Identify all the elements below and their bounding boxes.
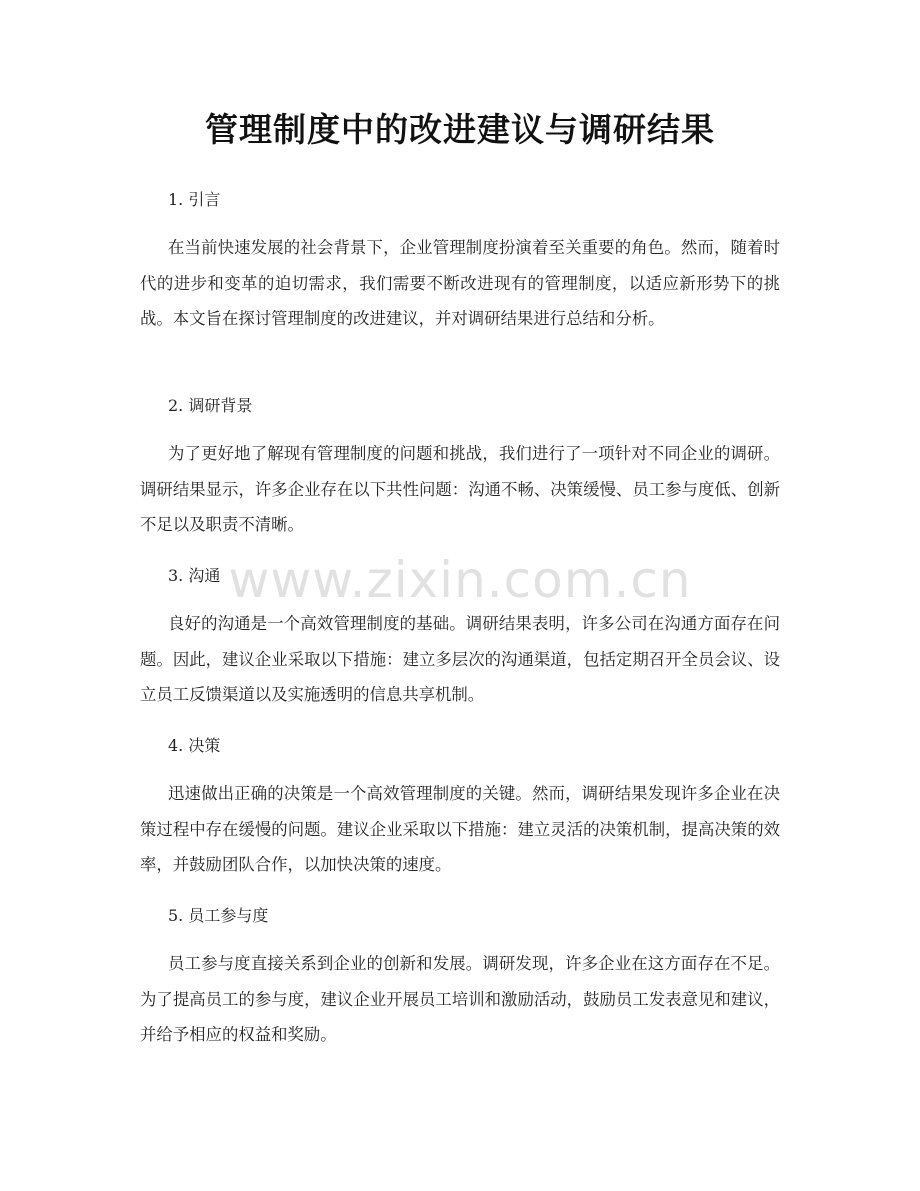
section-body-communication: 良好的沟通是一个高效管理制度的基础。调研结果表明，许多公司在沟通方面存在问题。因此，建议企业采取以下措施：建立多层次的沟通渠道，包括定期召开全员会议、设立员工反馈渠道以及实施透明的信息共享机制。 bbox=[140, 614, 780, 704]
document-title: 管理制度中的改进建议与调研结果 bbox=[205, 110, 715, 149]
section-body-engagement: 员工参与度直接关系到企业的创新和发展。调研发现，许多企业在这方面存在不足。为了提高员工的参与度，建议企业开展员工培训和激励活动，鼓励员工发表意见和建议，并给予相应的权益和奖励。 bbox=[140, 954, 780, 1044]
watermark-text: www.zixin.com.cn bbox=[228, 551, 692, 609]
section-heading-engagement: 5. 员工参与度 bbox=[168, 906, 269, 925]
section-heading-background: 2. 调研背景 bbox=[168, 396, 253, 415]
section-body-intro: 在当前快速发展的社会背景下，企业管理制度扮演着至关重要的角色。然而，随着时代的进步和变革的迫切需求，我们需要不断改进现有的管理制度，以适应新形势下的挑战。本文旨在探讨管理制度的改进建议，并对调研结果进行总结和分析。 bbox=[140, 238, 780, 328]
section-heading-communication: 3. 沟通 bbox=[168, 566, 221, 585]
section-heading-decision: 4. 决策 bbox=[168, 736, 221, 755]
section-body-background: 为了更好地了解现有管理制度的问题和挑战，我们进行了一项针对不同企业的调研。调研结果显示，许多企业存在以下共性问题：沟通不畅、决策缓慢、员工参与度低、创新不足以及职责不清晰。 bbox=[140, 444, 780, 534]
section-heading-intro: 1. 引言 bbox=[168, 190, 221, 209]
section-body-decision: 迅速做出正确的决策是一个高效管理制度的关键。然而，调研结果发现许多企业在决策过程中存在缓慢的问题。建议企业采取以下措施：建立灵活的决策机制，提高决策的效率，并鼓励团队合作，以加快决策的速度。 bbox=[140, 784, 780, 874]
